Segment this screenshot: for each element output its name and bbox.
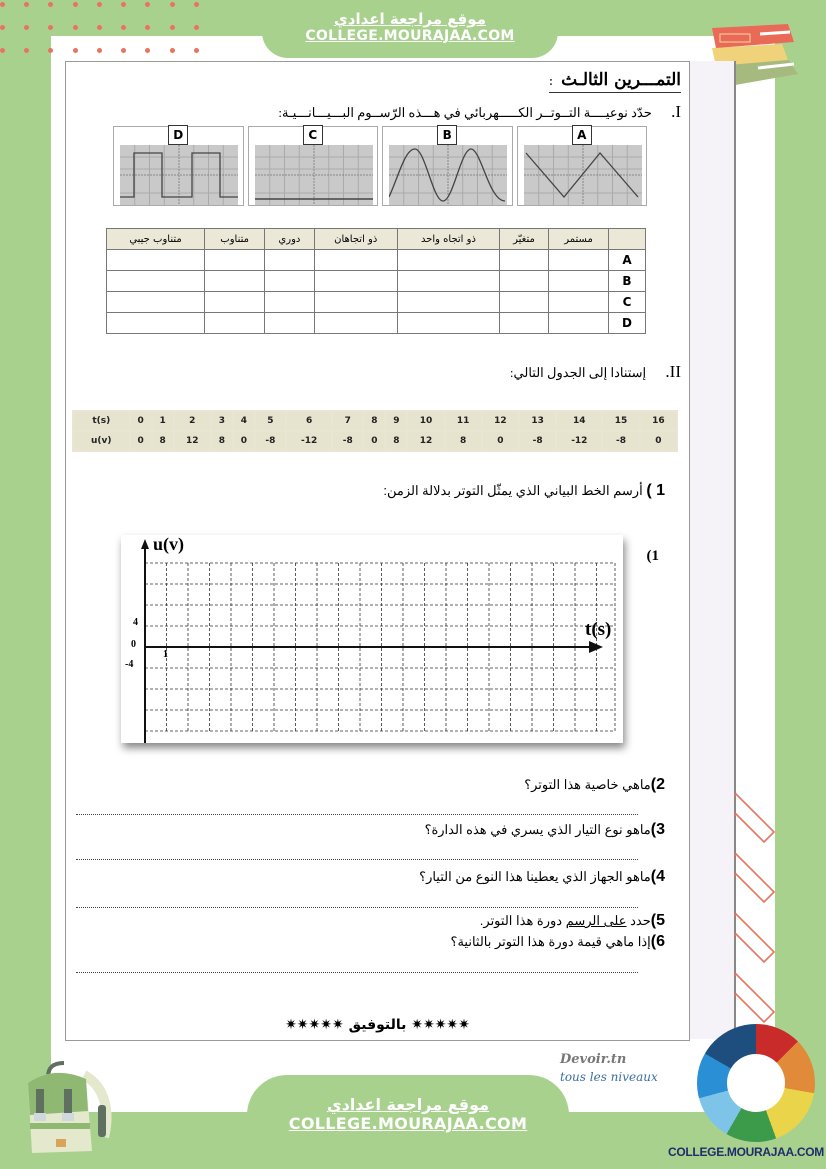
question-3: 3)ماهو نوع التيار الذي يسري في هذه الدارة؟	[424, 821, 665, 838]
answer-line[interactable]	[76, 814, 638, 815]
answer-cell[interactable]	[107, 313, 205, 334]
y-tick-4: 4	[133, 617, 138, 628]
header-banner-site-link[interactable]: COLLEGE.MOURAJAA.COM	[305, 28, 515, 44]
scope-a	[517, 126, 648, 206]
scope-label: C	[303, 125, 323, 145]
voltage-cell: 0	[364, 432, 384, 450]
frame-right	[775, 0, 826, 1169]
time-cell: 11	[446, 412, 481, 430]
question-1: 1 ) أرسم الخط البياني الذي يمثّل التوتر بدلالة الزمن:	[383, 482, 665, 499]
time-cell: 15	[603, 412, 638, 430]
chevron-up-decor-icon	[734, 792, 782, 1032]
table-header: ذو اتجاه واحد	[397, 229, 499, 250]
question-5: 5)حدد على الرسم دورة هذا التوتر.	[479, 912, 665, 929]
time-cell: 7	[333, 412, 362, 430]
voltage-cell: 0	[234, 432, 254, 450]
time-cell: 8	[364, 412, 384, 430]
page-right-margin	[688, 61, 736, 1039]
table-header: متناوب	[205, 229, 265, 250]
worksheet-page	[65, 61, 690, 1041]
voltage-cell: 12	[408, 432, 443, 450]
answer-cell[interactable]	[265, 271, 314, 292]
part1-heading	[278, 102, 681, 122]
answer-line[interactable]	[76, 972, 638, 973]
time-cell: 1	[153, 412, 173, 430]
answer-cell[interactable]	[265, 292, 314, 313]
voltage-cell: 12	[175, 432, 210, 450]
voltage-label: u(v)	[74, 432, 129, 450]
answer-cell[interactable]	[549, 250, 609, 271]
answer-cell[interactable]	[314, 313, 397, 334]
y-axis-label: u(v)	[153, 534, 184, 554]
time-cell: 10	[408, 412, 443, 430]
exercise-title: التمـــرين الثالـث:	[549, 70, 681, 93]
answer-cell[interactable]	[549, 271, 609, 292]
voltage-cell: -8	[333, 432, 362, 450]
row-label: A	[609, 250, 646, 271]
time-cell: 4	[234, 412, 254, 430]
table-header-row	[107, 229, 646, 250]
header-banner-arabic[interactable]: موقع مراجعة اعدادي	[334, 10, 486, 28]
answer-cell[interactable]	[205, 250, 265, 271]
table-row	[107, 313, 646, 334]
table-header	[609, 229, 646, 250]
table-row	[107, 250, 646, 271]
voltage-cell: -8	[520, 432, 555, 450]
sine-wave-icon	[389, 145, 507, 205]
voltage-cell: -8	[256, 432, 285, 450]
scope-d	[113, 126, 244, 206]
watermark-devoir: Devoir.tn	[560, 1052, 627, 1067]
answer-cell[interactable]	[205, 271, 265, 292]
voltage-cell: 0	[641, 432, 676, 450]
x-axis-arrow-icon	[589, 641, 603, 653]
scope-label: B	[437, 125, 457, 145]
row-label: B	[609, 271, 646, 292]
y-tick-minus-4: -4	[125, 659, 134, 670]
answer-cell[interactable]	[499, 271, 548, 292]
watermark-levels: tous les niveaux	[560, 1070, 658, 1084]
answer-cell[interactable]	[107, 292, 205, 313]
answer-cell[interactable]	[397, 250, 499, 271]
answer-cell[interactable]	[314, 292, 397, 313]
scope-b	[382, 126, 513, 206]
answer-cell[interactable]	[397, 271, 499, 292]
voltage-cell: 8	[446, 432, 481, 450]
answer-cell[interactable]	[499, 292, 548, 313]
decorative-dots	[0, 0, 200, 56]
time-cell: 6	[287, 412, 331, 430]
answer-cell[interactable]	[549, 292, 609, 313]
answer-cell[interactable]	[397, 292, 499, 313]
voltage-cell: 8	[386, 432, 406, 450]
time-cell: 2	[175, 412, 210, 430]
answer-cell[interactable]	[314, 250, 397, 271]
scope-label: D	[168, 125, 188, 145]
row-label: C	[609, 292, 646, 313]
triangle-wave-icon	[524, 145, 642, 205]
time-cell: 9	[386, 412, 406, 430]
answer-line[interactable]	[76, 859, 638, 860]
footer-banner[interactable]	[247, 1075, 569, 1169]
voltage-cell: 0	[131, 432, 151, 450]
answer-cell[interactable]	[265, 313, 314, 334]
voltage-time-table	[72, 410, 678, 452]
answer-cell[interactable]	[205, 292, 265, 313]
oscilloscope-screens	[113, 126, 647, 206]
answer-cell[interactable]	[499, 313, 548, 334]
time-cell: 12	[483, 412, 518, 430]
empty-graph-grid[interactable]	[121, 535, 623, 743]
x-axis-label: t(s)	[585, 619, 612, 640]
table-header: متناوب جيبي	[107, 229, 205, 250]
row-label: D	[609, 313, 646, 334]
answer-cell[interactable]	[265, 250, 314, 271]
square-wave-icon	[120, 145, 238, 205]
answer-line[interactable]	[76, 907, 638, 908]
classification-table	[106, 228, 646, 334]
voltage-cell: 8	[212, 432, 232, 450]
part2-number: II.	[665, 362, 681, 381]
x-tick-1: 1	[163, 649, 168, 660]
answer-cell[interactable]	[499, 250, 548, 271]
answer-cell[interactable]	[107, 250, 205, 271]
question-2: 2)ماهي خاصية هذا التوتر؟	[524, 776, 665, 793]
voltage-row	[74, 432, 676, 450]
time-cell: 0	[131, 412, 151, 430]
time-cell: 3	[212, 412, 232, 430]
time-cell: 5	[256, 412, 285, 430]
time-label: t(s)	[74, 412, 129, 430]
voltage-cell: 8	[153, 432, 173, 450]
school-subjects-wheel-icon	[697, 1024, 815, 1142]
good-luck-footer: ✷✷✷✷✷ بالتوفيق ✷✷✷✷✷	[285, 1017, 470, 1033]
footer-banner-site-link[interactable]: COLLEGE.MOURAJAA.COM	[288, 1114, 528, 1133]
time-cell: 13	[520, 412, 555, 430]
table-header: مستمر	[549, 229, 609, 250]
backpack-icon	[14, 1057, 114, 1157]
footer-banner-arabic[interactable]: موقع مراجعة اعدادي	[326, 1095, 490, 1114]
header-banner[interactable]	[262, 0, 558, 58]
graph-tag: (1	[646, 548, 659, 564]
table-row	[107, 292, 646, 313]
answer-cell[interactable]	[397, 313, 499, 334]
table-header: دوري	[265, 229, 314, 250]
answer-cell[interactable]	[314, 271, 397, 292]
table-header: ذو اتجاهان	[314, 229, 397, 250]
constant-wave-icon	[255, 145, 373, 205]
y-tick-0: 0	[131, 639, 136, 650]
scope-label: A	[572, 125, 592, 145]
voltage-cell: -8	[603, 432, 638, 450]
table-row	[107, 271, 646, 292]
voltage-cell: -12	[287, 432, 331, 450]
part1-number: I.	[671, 102, 681, 121]
question-4: 4)ماهو الجهاز الذي يعطينا هذا النوع من التيار؟	[419, 868, 665, 885]
time-cell: 16	[641, 412, 676, 430]
graph-paper[interactable]	[121, 535, 623, 743]
part2-instruction: إستنادا إلى الجدول التالي:	[509, 365, 647, 380]
scope-c	[248, 126, 379, 206]
answer-cell[interactable]	[107, 271, 205, 292]
voltage-cell: -12	[557, 432, 601, 450]
part1-instruction: حدّد نوعيــــة التــوتــر الكـــــهربائي في هـــذه الرّســوم البـــيـــانـــيـة:	[278, 105, 652, 120]
voltage-cell: 0	[483, 432, 518, 450]
answer-cell[interactable]	[549, 313, 609, 334]
table-header: متغيّر	[499, 229, 548, 250]
brand-logo-text[interactable]: COLLEGE.MOURAJAA.COM	[668, 1145, 825, 1159]
part2-heading	[510, 362, 681, 382]
answer-cell[interactable]	[205, 313, 265, 334]
question-6: 6)إذا ماهي قيمة دورة هذا التوتر بالثانية؟	[450, 933, 665, 950]
time-row	[74, 412, 676, 430]
y-axis-arrow-icon	[141, 539, 149, 549]
frame-left	[0, 0, 51, 1169]
time-cell: 14	[557, 412, 601, 430]
